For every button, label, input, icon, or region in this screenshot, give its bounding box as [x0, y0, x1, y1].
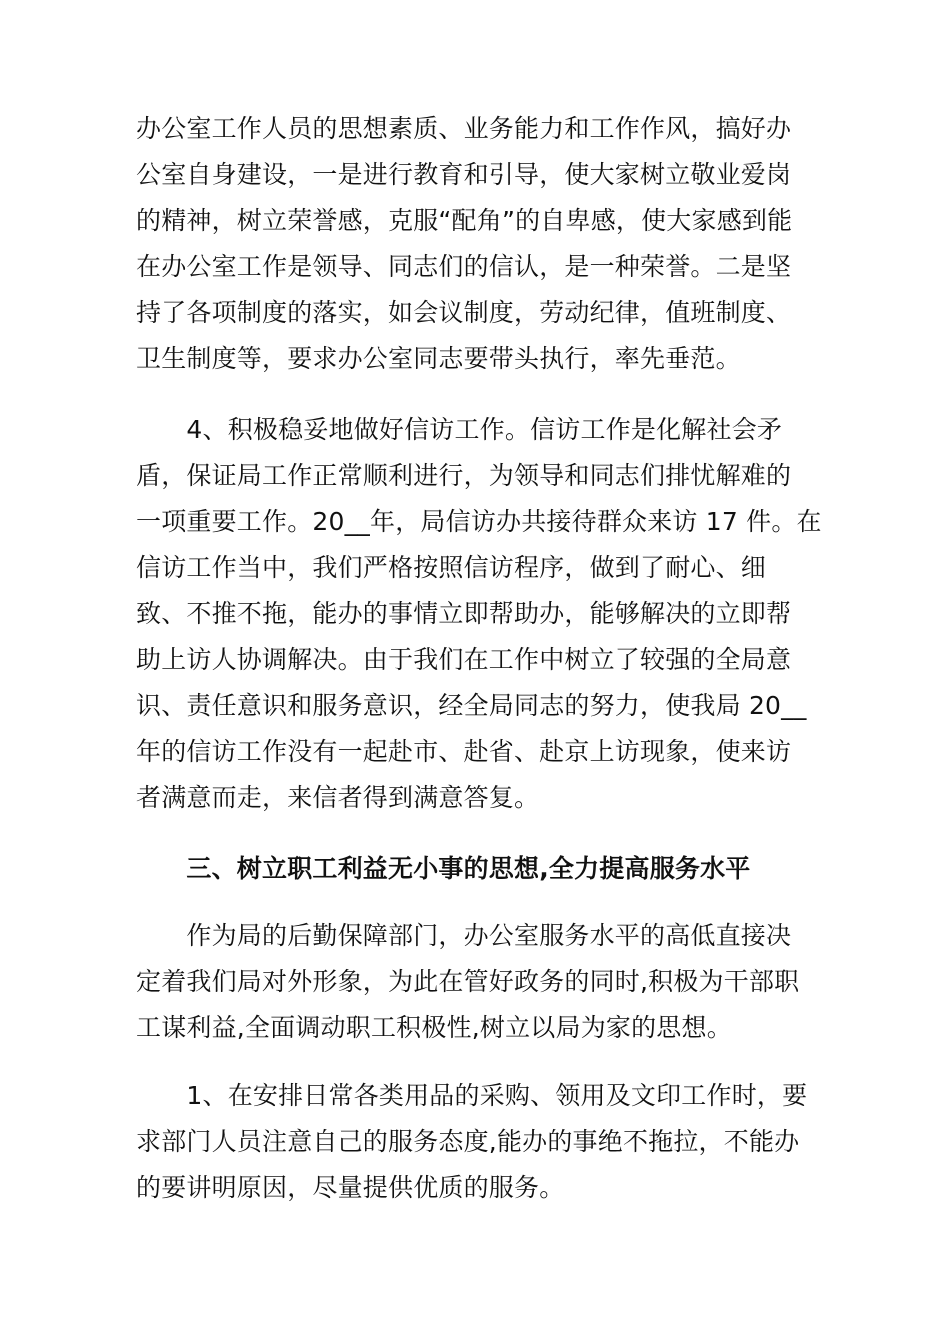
- text-line: 卫生制度等，要求办公室同志要带头执行，率先垂范。: [136, 344, 741, 373]
- text-line: 4、积极稳妥地做好信访工作。信访工作是化解社会矛: [136, 415, 783, 444]
- text-line: 作为局的后勤保障部门，办公室服务水平的高低直接决: [136, 921, 792, 950]
- text-line: 求部门人员注意自己的服务态度,能办的事绝不拖拉，不能办: [136, 1127, 800, 1156]
- text-line: 年的信访工作没有一起赴市、赴省、赴京上访现象，使来访: [136, 737, 792, 766]
- text-line: 1、在安排日常各类用品的采购、领用及文印工作时，要: [136, 1081, 808, 1110]
- text-line: 者满意而走，来信者得到满意答复。: [136, 783, 540, 812]
- text-line: 一项重要工作。20__年，局信访办共接待群众来访 17 件。在: [136, 507, 822, 536]
- heading-line: 三、树立职工利益无小事的思想,全力提高服务水平: [136, 854, 751, 883]
- text-line: 的要讲明原因，尽量提供优质的服务。: [136, 1173, 565, 1202]
- paragraph-office-staff-quality: [136, 106, 826, 382]
- text-line: 定着我们局对外形象，为此在管好政务的同时,积极为干部职: [136, 967, 800, 996]
- text-line: 工谋利益,全面调动职工积极性,树立以局为家的思想。: [136, 1013, 732, 1042]
- paragraph-procurement-service: [136, 1073, 826, 1211]
- text-line: 公室自身建设，一是进行教育和引导，使大家树立敬业爱岗: [136, 160, 792, 189]
- paragraph-petition-work: [136, 407, 826, 821]
- paragraph-logistics-support: [136, 913, 826, 1051]
- text-line: 助上访人协调解决。由于我们在工作中树立了较强的全局意: [136, 645, 792, 674]
- section-heading-service-level: [136, 846, 826, 892]
- text-line: 盾，保证局工作正常顺利进行，为领导和同志们排忧解难的: [136, 461, 792, 490]
- text-line: 信访工作当中，我们严格按照信访程序，做到了耐心、细: [136, 553, 767, 582]
- text-line: 办公室工作人员的思想素质、业务能力和工作作风，搞好办: [136, 114, 792, 143]
- text-line: 识、责任意识和服务意识，经全局同志的努力，使我局 20__: [136, 691, 807, 720]
- text-line: 持了各项制度的落实，如会议制度，劳动纪律，值班制度、: [136, 298, 792, 327]
- text-line: 在办公室工作是领导、同志们的信认，是一种荣誉。二是坚: [136, 252, 792, 281]
- text-line: 的精神，树立荣誉感，克服“配角”的自卑感，使大家感到能: [136, 206, 793, 235]
- text-line: 致、不推不拖，能办的事情立即帮助办，能够解决的立即帮: [136, 599, 792, 628]
